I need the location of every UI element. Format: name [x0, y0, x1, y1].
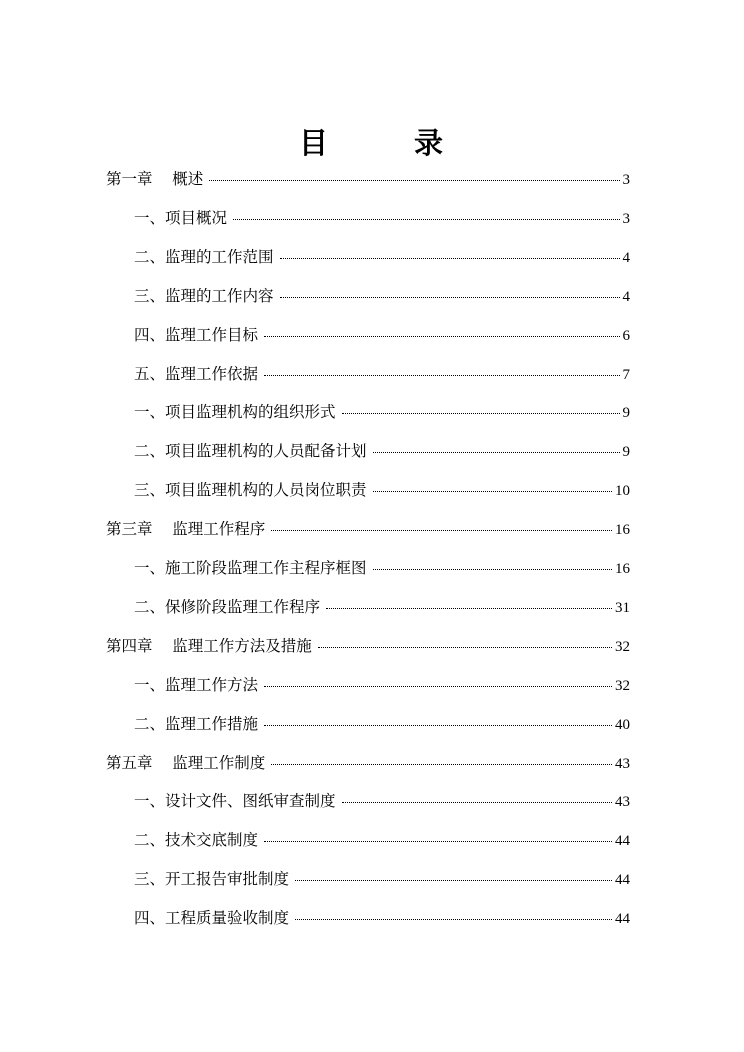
toc-page-number: 6	[622, 327, 630, 344]
toc-dot-leader	[373, 451, 620, 453]
toc-section-entry[interactable]	[134, 782, 630, 820]
toc-section-entry[interactable]	[134, 549, 630, 587]
toc-entry-label: 二、保修阶段监理工作程序	[134, 597, 321, 616]
toc-entry-label: 二、项目监理机构的人员配备计划	[134, 442, 367, 461]
toc-section-entry[interactable]	[134, 860, 630, 898]
toc-page-number: 16	[615, 522, 630, 539]
toc-entry-label: 一、项目监理机构的组织形式	[134, 403, 336, 422]
toc-dot-leader	[233, 218, 619, 220]
toc-dot-leader	[342, 412, 620, 414]
toc-chapter-entry[interactable]	[106, 627, 630, 665]
toc-section-entry[interactable]	[134, 199, 630, 237]
toc-entry-label: 五、监理工作依据	[134, 364, 259, 383]
toc-entry-label: 二、监理的工作范围	[134, 247, 274, 266]
toc-entry-label: 四、工程质量验收制度	[134, 909, 290, 928]
toc-page-number: 10	[615, 483, 630, 500]
toc-dot-leader	[264, 840, 612, 842]
toc-entry-label: 第四章 监理工作方法及措施	[106, 636, 312, 655]
toc-dot-leader	[209, 179, 619, 181]
toc-page-number: 3	[622, 172, 630, 188]
toc-page-number: 9	[622, 444, 630, 461]
toc-page-number: 40	[615, 716, 630, 733]
toc-entry-label: 三、开工报告审批制度	[134, 870, 290, 889]
toc-dot-leader	[264, 685, 612, 687]
toc-section-entry[interactable]	[134, 666, 630, 704]
toc-page-number: 16	[615, 561, 630, 577]
toc-page-number: 32	[615, 638, 630, 655]
toc-dot-leader	[373, 490, 612, 492]
toc-page-number: 4	[622, 249, 630, 266]
toc-title: 目 录	[298, 126, 482, 160]
toc-section-entry[interactable]	[134, 588, 630, 626]
toc-page-number: 31	[615, 599, 630, 616]
toc-section-entry[interactable]	[134, 277, 630, 315]
toc-entry-label: 第三章 监理工作程序	[106, 520, 266, 539]
toc-entry-label: 四、监理工作目标	[134, 325, 259, 344]
toc-dot-leader	[373, 568, 612, 570]
toc-entry-label: 三、项目监理机构的人员岗位职责	[134, 481, 367, 500]
toc-section-entry[interactable]	[134, 471, 630, 509]
toc-dot-leader	[280, 257, 620, 259]
toc-dot-leader	[271, 529, 612, 531]
toc-dot-leader	[264, 374, 619, 376]
toc-dot-leader	[342, 801, 612, 803]
toc-section-entry[interactable]	[134, 238, 630, 276]
toc-section-entry[interactable]	[134, 355, 630, 393]
toc-dot-leader	[271, 763, 612, 765]
toc-section-entry[interactable]	[134, 899, 630, 937]
toc-entry-label: 一、施工阶段监理工作主程序框图	[134, 559, 367, 577]
toc-page-number: 32	[615, 677, 630, 694]
toc-section-entry[interactable]	[134, 393, 630, 431]
toc-page-number: 43	[615, 755, 630, 772]
toc-page-number: 4	[622, 288, 630, 305]
toc-chapter-entry[interactable]	[106, 160, 630, 198]
toc-page-number: 44	[615, 833, 630, 850]
toc-dot-leader	[326, 607, 612, 609]
toc-entry-label: 第一章 概述	[106, 170, 204, 188]
toc-entry-label: 一、监理工作方法	[134, 675, 259, 694]
toc-entry-label: 三、监理的工作内容	[134, 286, 274, 305]
toc-dot-leader	[264, 724, 612, 726]
toc-entry-label: 一、项目概况	[134, 208, 228, 227]
toc-section-entry[interactable]	[134, 705, 630, 743]
toc-entry-label: 二、监理工作措施	[134, 714, 259, 733]
toc-section-entry[interactable]	[134, 821, 630, 859]
toc-chapter-entry[interactable]	[106, 744, 630, 782]
toc-dot-leader	[318, 646, 612, 648]
toc-dot-leader	[280, 296, 620, 298]
toc-section-entry[interactable]	[134, 316, 630, 354]
toc-page-number: 44	[615, 872, 630, 889]
toc-entry-label: 第五章 监理工作制度	[106, 753, 266, 772]
toc-entry-label: 一、设计文件、图纸审查制度	[134, 792, 336, 811]
toc-dot-leader	[295, 918, 612, 920]
toc-section-entry[interactable]	[134, 432, 630, 470]
toc-dot-leader	[295, 879, 612, 881]
toc-page-number: 7	[622, 366, 630, 383]
toc-page-number: 3	[622, 210, 630, 227]
toc-page-number: 9	[622, 405, 630, 422]
toc-chapter-entry[interactable]	[106, 510, 630, 548]
toc-page-number: 43	[615, 794, 630, 811]
toc-entry-label: 二、技术交底制度	[134, 831, 259, 850]
toc-page-number: 44	[615, 911, 630, 928]
toc-dot-leader	[264, 335, 619, 337]
